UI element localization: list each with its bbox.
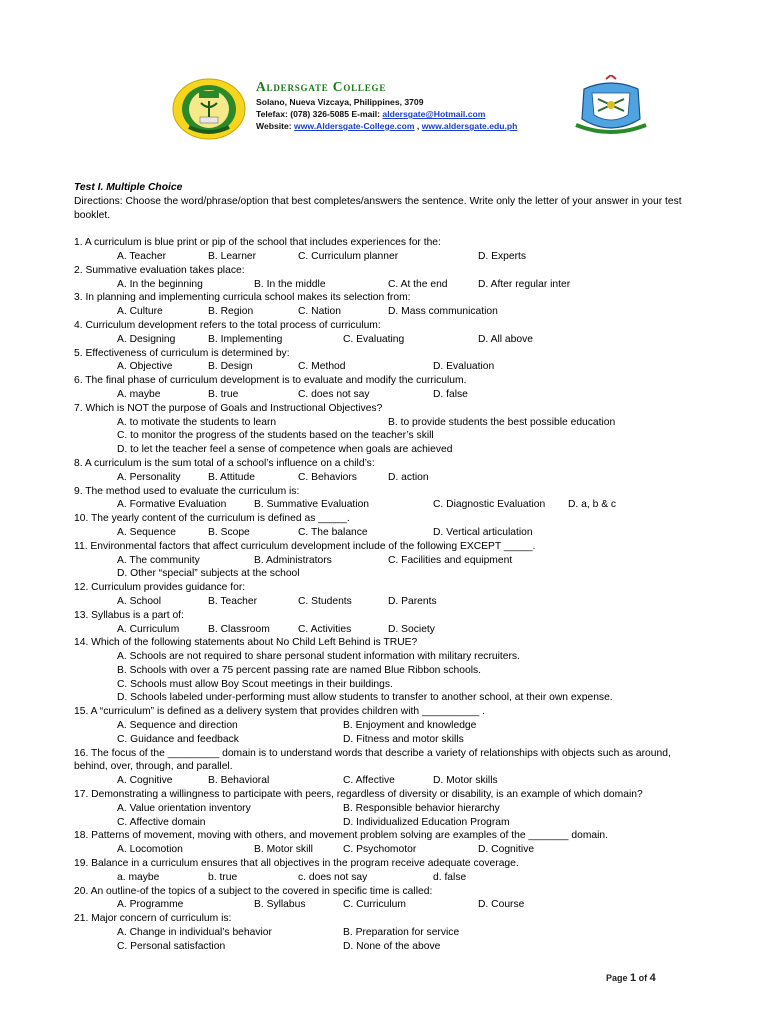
answer-option: D. false <box>433 388 468 400</box>
answer-options-row <box>74 471 700 485</box>
answer-option: B. Scope <box>208 526 250 538</box>
answer-option: A. maybe <box>117 388 161 400</box>
question-item <box>74 402 700 457</box>
test-title: Test I. Multiple Choice <box>74 182 183 193</box>
answer-option: b. true <box>208 871 238 883</box>
answer-options-row <box>74 623 700 637</box>
telefax-text: Telefax: (078) 326-5085 E-mail: <box>256 109 383 119</box>
answer-option: D. Society <box>388 623 435 635</box>
answer-option: A. Programme <box>117 899 184 911</box>
answer-options-row <box>74 595 700 609</box>
answer-options-row <box>74 719 700 733</box>
answer-option: D. All above <box>478 333 533 345</box>
answer-option: B. true <box>208 388 239 400</box>
question-item <box>74 788 700 829</box>
answer-option: B. Design <box>208 361 253 373</box>
answer-options-row <box>74 498 700 512</box>
website-link-2[interactable]: www.aldersgate.edu.ph <box>421 121 518 131</box>
aldersgate-seal-logo <box>171 77 247 141</box>
answer-options-row <box>74 843 700 857</box>
question-text: 20. An outline-of the topics of a subject to the covered in specific time is called: <box>74 885 433 897</box>
answer-option: C. Evaluating <box>343 333 405 345</box>
question-item <box>74 609 700 637</box>
answer-option: D. a, b & c <box>568 499 617 511</box>
answer-options-row <box>74 305 700 319</box>
test-directions: Directions: Choose the word/phrase/option that best completes/answers the sentence. Write only the letter of your answer in your test booklet. <box>74 195 682 221</box>
answer-option: B. Enjoyment and knowledge <box>343 720 477 732</box>
answer-option: C. Schools must allow Boy Scout meetings in their buildings. <box>117 678 393 690</box>
answer-option: C. Personal satisfaction <box>117 940 226 952</box>
question-text: 14. Which of the following statements about No Child Left Behind is TRUE? <box>74 637 418 649</box>
answer-option: C. Psychomotor <box>343 844 417 856</box>
answer-option: D. Experts <box>478 250 527 262</box>
question-text: 4. Curriculum development refers to the total process of curriculum: <box>74 319 381 331</box>
answer-option: B. Implementing <box>208 333 283 345</box>
college-address: Solano, Nueva Vizcaya, Philippines, 3709 <box>256 97 424 107</box>
answer-option: A. Change in individual’s behavior <box>117 927 272 939</box>
answer-option: B. Responsible behavior hierarchy <box>343 802 500 814</box>
answer-options-row <box>74 926 700 940</box>
question-item <box>74 485 700 513</box>
question-list <box>74 236 700 953</box>
question-text: 17. Demonstrating a willingness to participate with peers, regardless of diversity or disability, is an example of which domain? <box>74 789 643 801</box>
question-text: 10. The yearly content of the curriculum is defined as _____. <box>74 513 350 525</box>
page-number: 1 <box>630 972 637 984</box>
answer-option: A. In the beginning <box>117 278 203 290</box>
answer-option: A. Objective <box>117 361 173 373</box>
answer-options-row <box>74 898 700 912</box>
answer-option: D. Vertical articulation <box>433 526 533 538</box>
answer-option: A. Value orientation inventory <box>117 802 251 814</box>
answer-option: D. Motor skills <box>433 775 498 787</box>
answer-options-row <box>74 871 700 885</box>
answer-option: D. Mass communication <box>388 306 498 318</box>
answer-options-row <box>74 526 700 540</box>
question-item <box>74 829 700 857</box>
answer-options-row <box>74 250 700 264</box>
question-item <box>74 857 700 885</box>
answer-option: c. does not say <box>298 871 368 883</box>
answer-option: A. Cognitive <box>117 775 173 787</box>
question-item <box>74 457 700 485</box>
answer-options-row <box>74 940 700 954</box>
question-text: 12. Curriculum provides guidance for: <box>74 582 246 594</box>
question-text: 9. The method used to evaluate the curriculum is: <box>74 485 300 497</box>
answer-option: A. School <box>117 595 162 607</box>
answer-options-row <box>74 388 700 402</box>
answer-option: D. Evaluation <box>433 361 495 373</box>
question-item <box>74 347 700 375</box>
answer-option: C. At the end <box>388 278 448 290</box>
exam-content <box>74 181 700 954</box>
answer-option: B. Syllabus <box>254 899 306 911</box>
answer-option: B. Administrators <box>254 554 332 566</box>
page-footer <box>606 972 656 984</box>
answer-options-row <box>74 278 700 292</box>
answer-option: B. Preparation for service <box>343 927 460 939</box>
question-text: 2. Summative evaluation takes place: <box>74 264 245 276</box>
answer-option: d. false <box>433 871 467 883</box>
answer-option: C. Nation <box>298 306 341 318</box>
answer-option: C. Behaviors <box>298 471 357 483</box>
letterhead <box>0 0 768 150</box>
answer-option: D. Other “special” subjects at the school <box>117 568 300 580</box>
answer-option: C. Diagnostic Evaluation <box>433 499 546 511</box>
question-text: 7. Which is NOT the purpose of Goals and Instructional Objectives? <box>74 402 383 414</box>
answer-option: D. to let the teacher feel a sense of competence when goals are achieved <box>117 444 453 456</box>
answer-option: C. Guidance and feedback <box>117 733 239 745</box>
answer-option: B. Schools with over a 75 percent passing rate are named Blue Ribbon schools. <box>117 664 482 676</box>
answer-options-row <box>74 360 700 374</box>
contact-line <box>256 109 485 119</box>
answer-option: A. Curriculum <box>117 623 180 635</box>
answer-option: D. Cognitive <box>478 844 535 856</box>
page-label: Page <box>606 973 631 983</box>
question-item <box>74 512 700 540</box>
question-text: 11. Environmental factors that affect curriculum development include of the following EXCEPT _____. <box>74 540 536 552</box>
answer-option: C. Activities <box>298 623 352 635</box>
answer-option: B. Behavioral <box>208 775 270 787</box>
answer-option: C. to monitor the progress of the students based on the teacher’s skill <box>117 430 434 442</box>
question-text: 1. A curriculum is blue print or pip of the school that includes experiences for the: <box>74 237 441 249</box>
answer-option: A. Culture <box>117 306 163 318</box>
answer-option: C. Curriculum <box>343 899 406 911</box>
answer-options-row <box>74 774 700 788</box>
answer-options-row <box>74 554 700 568</box>
question-item <box>74 747 700 788</box>
question-text: 3. In planning and implementing curricula school makes its selection from: <box>74 292 411 304</box>
question-text: 15. A “curriculum” is defined as a delivery system that provides children with __________ . <box>74 706 485 718</box>
answer-option: C. Facilities and equipment <box>388 554 513 566</box>
answer-option: A. to motivate the students to learn <box>117 416 277 428</box>
answer-option: A. Formative Evaluation <box>117 499 227 511</box>
answer-options-row <box>74 733 700 747</box>
answer-option: A. Sequence and direction <box>117 720 238 732</box>
website-label: Website: <box>256 121 295 131</box>
answer-option: A. Sequence <box>117 526 176 538</box>
answer-option: D. Schools labeled under-performing must allow students to transfer to another school, at their own expense. <box>117 692 613 704</box>
question-text: 16. The focus of the _________ domain is to understand words that describe a variety of relationships with objects such as around, behind, over, through, and parallel. <box>74 747 671 773</box>
answer-options-row <box>74 816 700 830</box>
website-separator: , <box>414 121 422 131</box>
answer-option: A. Schools are not required to share personal student information with military recruiters. <box>117 651 520 663</box>
answer-option: C. Affective <box>343 775 395 787</box>
answer-options-row <box>74 416 700 430</box>
email-link[interactable]: aldersgate@Hotmail.com <box>382 109 486 119</box>
answer-option: A. Designing <box>117 333 176 345</box>
answer-option: C. The balance <box>298 526 368 538</box>
answer-option: B. In the middle <box>254 278 326 290</box>
answer-option: B. Learner <box>208 250 257 262</box>
answer-option: A. Teacher <box>117 250 167 262</box>
answer-option: B. to provide students the best possible education <box>388 416 616 428</box>
answer-option: D. action <box>388 471 429 483</box>
answer-option: D. Course <box>478 899 525 911</box>
question-text: 8. A curriculum is the sum total of a school’s influence on a child’s: <box>74 457 375 469</box>
question-item <box>74 705 700 746</box>
page-total: 4 <box>649 972 656 984</box>
question-item <box>74 581 700 609</box>
answer-option: B. Teacher <box>208 595 258 607</box>
answer-option: B. Attitude <box>208 471 255 483</box>
answer-option: C. Curriculum planner <box>298 250 399 262</box>
answer-option: D. None of the above <box>343 940 441 952</box>
question-item <box>74 540 700 581</box>
answer-option: B. Summative Evaluation <box>254 499 370 511</box>
answer-option: A. The community <box>117 554 200 566</box>
answer-options-row <box>74 333 700 347</box>
answer-option: D. Individualized Education Program <box>343 816 510 828</box>
answer-option: a. maybe <box>117 871 160 883</box>
college-name: Aldersgate College <box>256 79 387 94</box>
question-item <box>74 319 700 347</box>
of-label: of <box>636 973 650 983</box>
answer-option: A. Personality <box>117 471 181 483</box>
question-item <box>74 636 700 705</box>
question-item <box>74 885 700 913</box>
website-link-1[interactable]: www.Aldersgate-College.com <box>294 121 415 131</box>
question-item <box>74 374 700 402</box>
answer-option: D. After regular inter <box>478 278 571 290</box>
question-text: 5. Effectiveness of curriculum is determined by: <box>74 347 290 359</box>
question-text: 6. The final phase of curriculum development is to evaluate and modify the curriculum. <box>74 375 467 387</box>
answer-options-row <box>74 802 700 816</box>
question-item <box>74 291 700 319</box>
website-line <box>256 121 517 131</box>
answer-option: B. Region <box>208 306 254 318</box>
question-text: 18. Patterns of movement, moving with others, and movement problem solving are examples of the _______ domain. <box>74 830 609 842</box>
answer-option: B. Motor skill <box>254 844 313 856</box>
answer-option: B. Classroom <box>208 623 270 635</box>
answer-option: C. Students <box>298 595 352 607</box>
answer-option: C. does not say <box>298 388 370 400</box>
crest-logo <box>566 75 656 137</box>
answer-option: D. Parents <box>388 595 437 607</box>
spacer <box>74 222 700 236</box>
answer-option: D. Fitness and motor skills <box>343 733 464 745</box>
question-item <box>74 912 700 953</box>
question-item <box>74 264 700 292</box>
question-text: 13. Syllabus is a part of: <box>74 609 184 621</box>
answer-option: A. Locomotion <box>117 844 183 856</box>
answer-option: C. Affective domain <box>117 816 206 828</box>
answer-option: C. Method <box>298 361 346 373</box>
question-text: 19. Balance in a curriculum ensures that all objectives in the program receive adequate coverage. <box>74 858 519 870</box>
question-text: 21. Major concern of curriculum is: <box>74 913 232 925</box>
question-item <box>74 236 700 264</box>
